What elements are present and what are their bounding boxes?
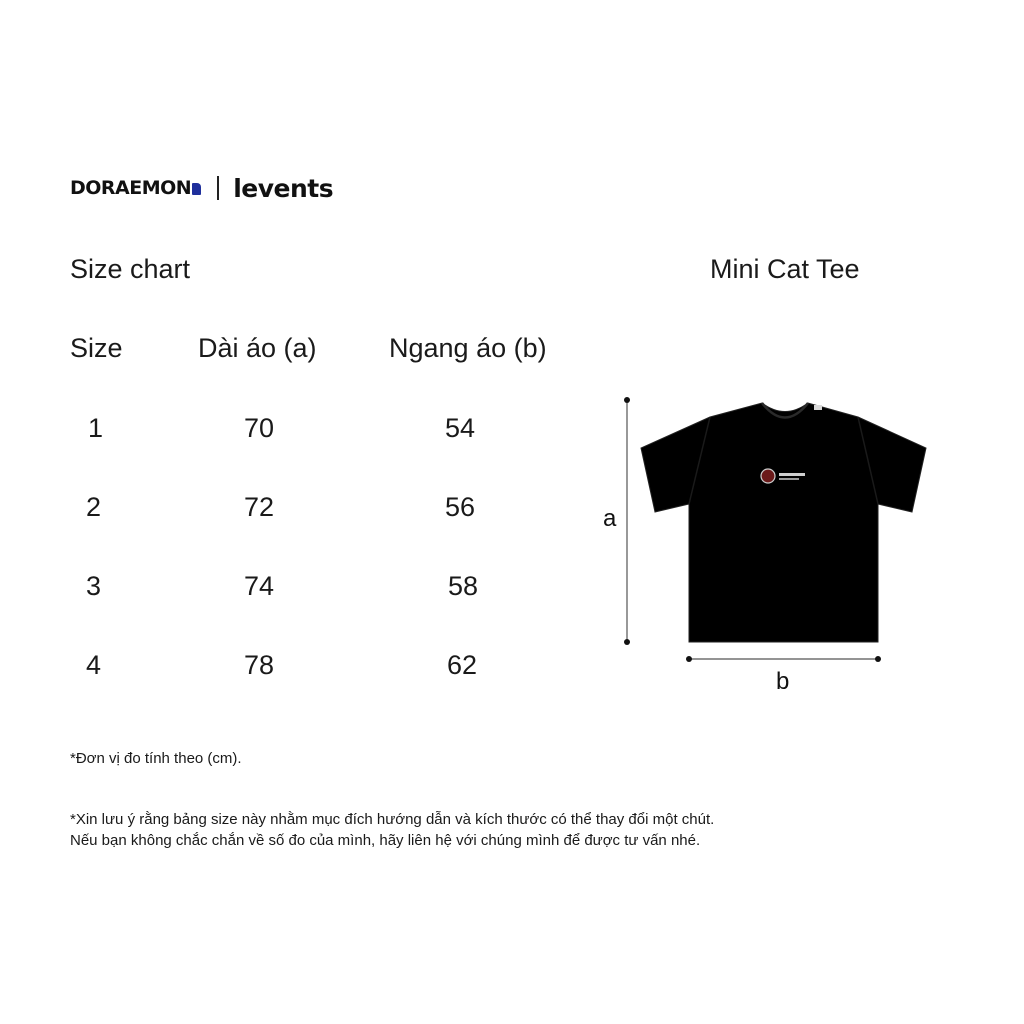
cell-size: 1 bbox=[88, 413, 104, 443]
cell-length: 74 bbox=[244, 571, 275, 601]
brand-divider bbox=[217, 176, 219, 200]
cell-size: 3 bbox=[86, 571, 102, 601]
cell-length: 78 bbox=[244, 650, 275, 680]
cell-length: 70 bbox=[244, 413, 275, 443]
disclaimer-line-2: Nếu bạn không chắc chắn về số đo của mình, hãy liên hệ với chúng mình để được tư vấn nhé. bbox=[70, 832, 701, 849]
disclaimer-line-1: *Xin lưu ý rằng bảng size này nhằm mục đích hướng dẫn và kích thước có thể thay đổi một chút. bbox=[70, 811, 715, 828]
tshirt-icon bbox=[641, 403, 926, 642]
bell-icon bbox=[192, 183, 201, 195]
brand-doraemon-logo: DORAEMON bbox=[70, 177, 201, 199]
page-title: Size chart bbox=[70, 254, 191, 284]
product-title: Mini Cat Tee bbox=[710, 254, 860, 284]
cell-size: 2 bbox=[86, 492, 102, 522]
dimension-a-label: a bbox=[603, 505, 617, 532]
header-width: Ngang áo (b) bbox=[389, 333, 547, 363]
cell-width: 58 bbox=[448, 571, 479, 601]
cell-size: 4 bbox=[86, 650, 102, 680]
header-length: Dài áo (a) bbox=[198, 333, 317, 363]
header-size: Size bbox=[70, 333, 123, 363]
cell-width: 56 bbox=[445, 492, 476, 522]
cell-width: 62 bbox=[447, 650, 478, 680]
tshirt-diagram bbox=[590, 385, 940, 705]
brand-levents-logo: levents bbox=[233, 173, 334, 203]
unit-note: *Đơn vị đo tính theo (cm). bbox=[70, 750, 242, 767]
dimension-b-label: b bbox=[776, 668, 790, 695]
cell-length: 72 bbox=[244, 492, 275, 522]
cell-width: 54 bbox=[445, 413, 476, 443]
brand-header bbox=[70, 172, 333, 204]
